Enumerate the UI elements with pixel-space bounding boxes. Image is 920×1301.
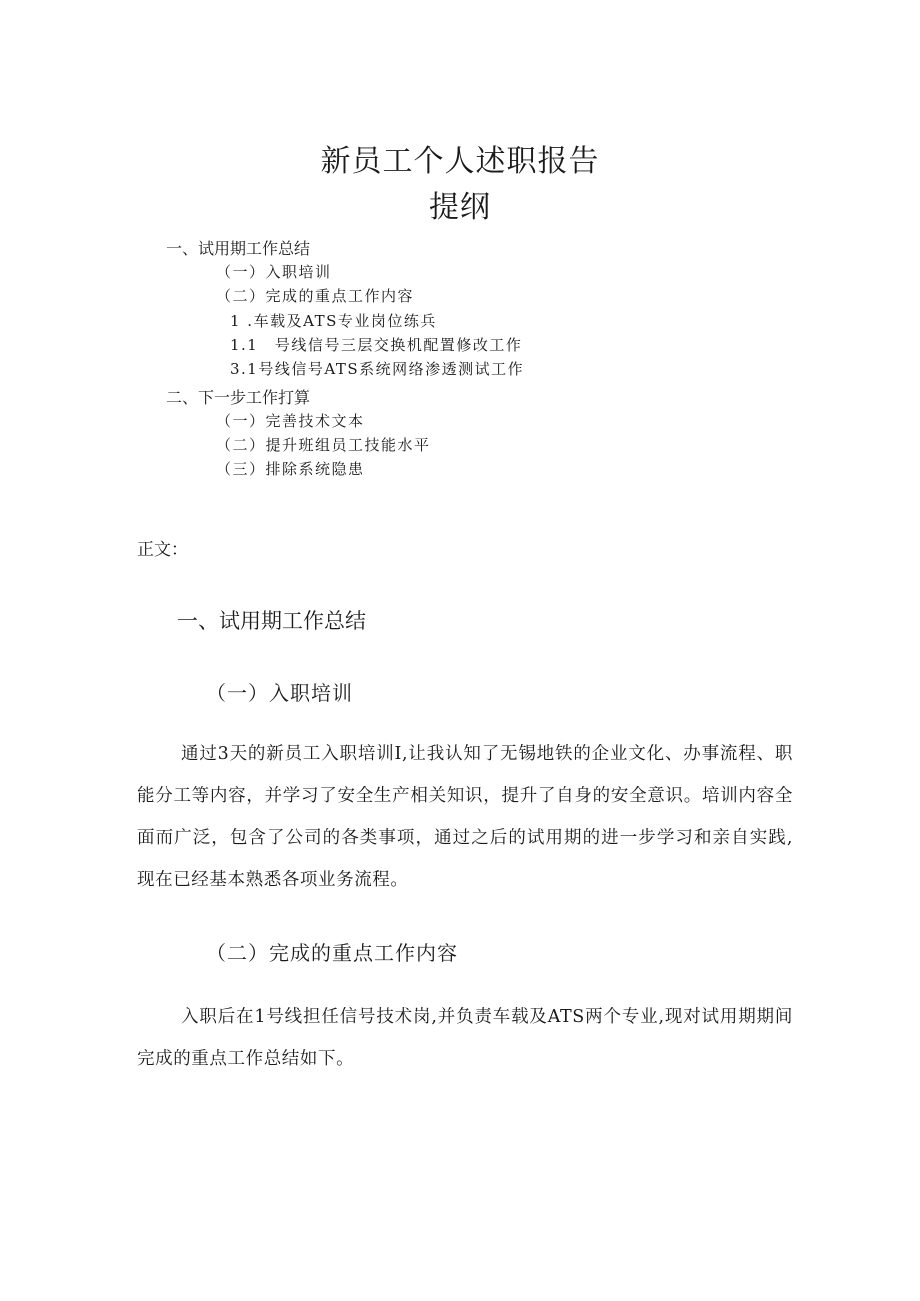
- outline-section-1-heading: 一、试用期工作总结: [166, 239, 311, 258]
- outline-item: （二）提升班组员工技能水平: [216, 436, 431, 454]
- outline-item: （一）入职培训: [216, 263, 332, 281]
- outline-item: 1.1 号线信号三层交换机配置修改工作: [230, 336, 523, 354]
- section-1-heading: 一、试用期工作总结: [177, 609, 366, 633]
- outline-item: （三）排除系统隐患: [216, 460, 365, 478]
- outline-item: （一）完善技术文本: [216, 412, 365, 430]
- body-label: 正文：: [137, 540, 188, 560]
- subsection-1-paragraph: 通过3天的新员工入职培训I,让我认知了无锡地铁的企业文化、办事流程、职能分工等内容，并学习了安全生产相关知识，提升了自身的安全意识。培训内容全面而广泛，包含了公司的各类事项，通过之后的试用期的进一步学习和亲自实践,现在已经基本熟悉各项业务流程。: [137, 744, 793, 890]
- outline-item: 3.1号线信号ATS系统网络渗透测试工作: [230, 360, 525, 378]
- outline-item: （二）完成的重点工作内容: [216, 287, 415, 305]
- outline-section-2-heading: 二、下一步工作打算: [166, 388, 311, 407]
- subsection-1-heading: （一）入职培训: [206, 681, 353, 705]
- subsection-2-paragraph: 入职后在1号线担任信号技术岗,并负责车载及ATS两个专业,现对试用期期间完成的重点工作总结如下。: [137, 1007, 793, 1069]
- outline-item: 1 .车载及ATS专业岗位练兵: [230, 312, 437, 330]
- document-subtitle: 提纲: [429, 190, 491, 225]
- subsection-2-heading: （二）完成的重点工作内容: [206, 941, 458, 965]
- document-title: 新员工个人述职报告: [320, 144, 600, 179]
